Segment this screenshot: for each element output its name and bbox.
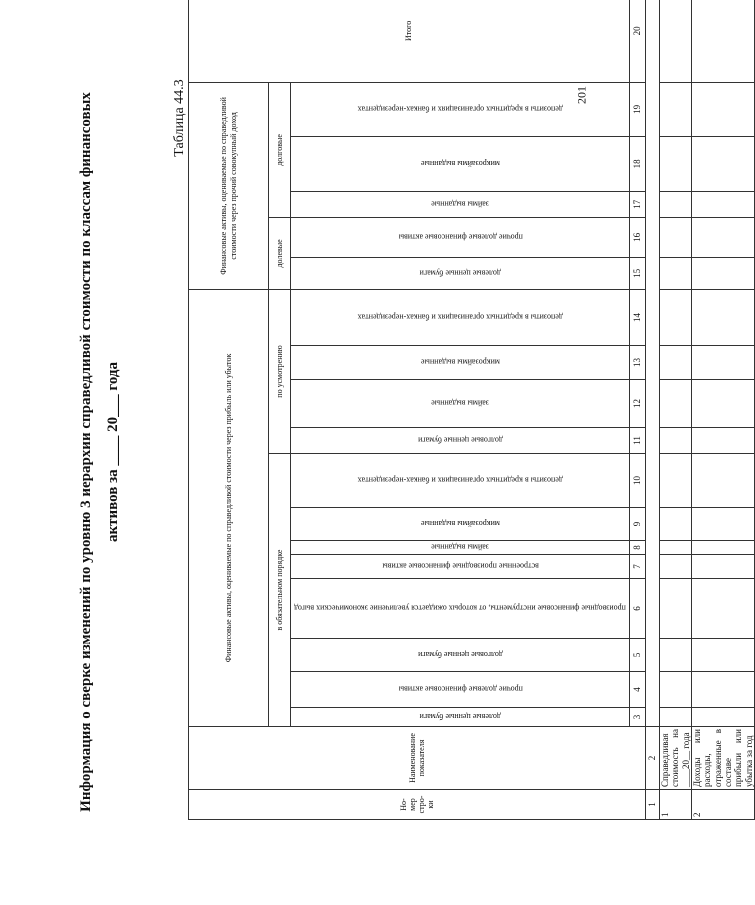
column-number: 18 [629, 136, 645, 191]
column-header: производные финансовые инструменты, от которых ожидается увеличение экономических выгод [291, 579, 630, 639]
header-debt: долговые [269, 82, 291, 217]
header-row-number: Но-мер стро-ки [189, 790, 646, 820]
page-number: 201 [574, 86, 589, 104]
table-row [691, 0, 754, 820]
reconciliation-table [188, 0, 755, 820]
column-header: займы выданные [291, 191, 630, 217]
column-header: микрозаймы выданные [291, 136, 630, 191]
table-container [188, 20, 754, 820]
row-number: 1 [659, 790, 691, 820]
column-header: прочие долевые финансовые активы [291, 672, 630, 708]
column-number: 14 [629, 289, 645, 345]
header-group-fvoci: Финансовые активы, оцениваемые по справедливой стоимости через прочий совокупный доход [189, 82, 269, 289]
column-number: 5 [629, 639, 645, 672]
row-number: 2 [691, 790, 754, 820]
title-line-1: Информация о сверке изменений по уровню 3 иерархии справедливой стоимости по классам финансовых [78, 92, 94, 812]
table-label: Таблица 44.3 [172, 79, 187, 157]
header-group-fvpl: Финансовые активы, оцениваемые по справедливой стоимости через прибыль или убыток [189, 289, 269, 726]
header-indicator-name: Наименование показателя [189, 727, 646, 790]
column-number: 19 [629, 82, 645, 136]
column-header: долговые ценные бумаги [291, 639, 630, 672]
header-total: Итого [189, 0, 630, 82]
column-header: прочие долевые финансовые активы [291, 217, 630, 257]
column-header: долевые ценные бумаги [291, 708, 630, 727]
column-number: 9 [629, 508, 645, 541]
column-number: 6 [629, 579, 645, 639]
column-header: депозиты в кредитных организациях и банках-нерезидентах [291, 454, 630, 508]
row-name: Доходы или расходы, отраженные в составе прибыли или убытка за год [691, 727, 754, 790]
column-number: 15 [629, 257, 645, 289]
column-number: 1 [645, 790, 659, 820]
column-number: 7 [629, 555, 645, 579]
header-mandatory: в обязательном порядке [269, 454, 291, 727]
column-number: 11 [629, 428, 645, 454]
column-number: 20 [629, 0, 645, 82]
column-number: 16 [629, 217, 645, 257]
row-name: Справедливая стоимость на ____20__ года [659, 727, 691, 790]
column-number: 3 [629, 708, 645, 727]
column-number: 4 [629, 672, 645, 708]
header-designated: по усмотрению [269, 289, 291, 453]
document-title [73, 72, 127, 832]
column-header: микрозаймы выданные [291, 508, 630, 541]
column-number: 10 [629, 454, 645, 508]
column-header: микрозаймы выданные [291, 346, 630, 380]
column-number: 17 [629, 191, 645, 217]
column-header: депозиты в кредитных организациях и банках-нерезидентах [291, 82, 630, 136]
column-number: 2 [645, 727, 659, 790]
column-header: займы выданные [291, 541, 630, 555]
column-header: долевые ценные бумаги [291, 257, 630, 289]
column-header: займы выданные [291, 380, 630, 428]
column-number: 8 [629, 541, 645, 555]
column-header: долговые ценные бумаги [291, 428, 630, 454]
column-header: встроенные производные финансовые активы [291, 555, 630, 579]
table-row [659, 0, 691, 820]
column-header: депозиты в кредитных организациях и банках-нерезидентах [291, 289, 630, 345]
column-number: 13 [629, 346, 645, 380]
header-equity: долевые [269, 217, 291, 289]
title-line-2: активов за ____ 20___ года [105, 362, 121, 542]
column-number: 12 [629, 380, 645, 428]
